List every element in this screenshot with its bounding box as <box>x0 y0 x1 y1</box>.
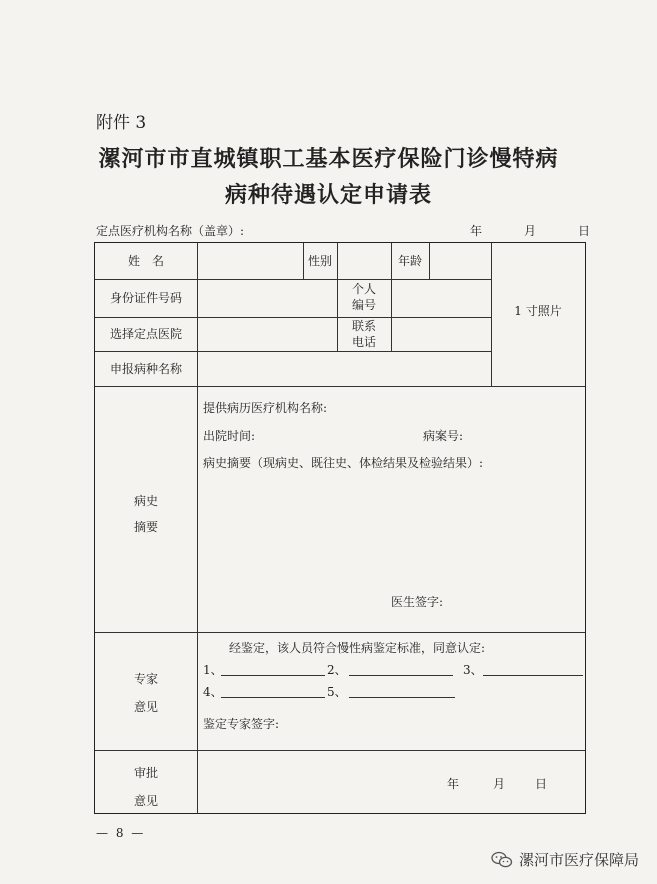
date-day: 日 <box>578 224 591 238</box>
row-divider <box>95 317 491 318</box>
expert-item-3-label: 3、 <box>463 663 483 677</box>
expert-item-4-line <box>221 697 325 698</box>
expert-item-4-label: 4、 <box>203 685 223 699</box>
summary-label: 病史摘要（现病史、既往史、体检结果及检验结果）: <box>203 456 484 470</box>
expert-item-5-line <box>349 697 455 698</box>
row-divider <box>95 750 585 751</box>
case-no-label: 病案号: <box>423 429 464 443</box>
date-year: 年 <box>470 224 483 238</box>
wechat-icon <box>491 851 513 869</box>
watermark-text: 漯河市医疗保障局 <box>518 851 639 869</box>
approval-label-2: 意见 <box>133 794 158 808</box>
photo-placeholder: 1 寸照片 <box>514 304 562 318</box>
row-divider <box>95 351 491 352</box>
institution-row <box>96 222 591 239</box>
date-month: 月 <box>524 224 537 238</box>
expert-item-2-line <box>349 675 453 676</box>
id-number-label: 身份证件号码 <box>109 291 182 305</box>
personal-no-label-1: 个人 <box>351 282 376 296</box>
hospital-label: 选择定点医院 <box>109 327 182 341</box>
name-label: 姓 名 <box>127 254 164 268</box>
row-divider <box>95 279 491 280</box>
phone-label-1: 联系 <box>351 319 376 333</box>
disease-label: 申报病种名称 <box>109 362 182 376</box>
row-divider <box>95 632 585 633</box>
expert-item-1-label: 1、 <box>203 663 223 677</box>
form-title-line-1: 漯河市市直城镇职工基本医疗保险门诊慢特病 <box>98 146 559 172</box>
gender-label: 性别 <box>307 254 332 268</box>
expert-sign-label: 鉴定专家签字: <box>203 717 280 731</box>
expert-item-2-label: 2、 <box>327 663 347 677</box>
phone-label-2: 电话 <box>351 335 376 349</box>
expert-label-2: 意见 <box>133 700 158 714</box>
history-label-1: 病史 <box>133 494 158 508</box>
expert-item-5-label: 5、 <box>327 685 347 699</box>
application-form <box>94 242 586 814</box>
approval-month: 月 <box>493 777 506 791</box>
expert-statement: 经鉴定，该人员符合慢性病鉴定标准，同意认定: <box>229 641 486 655</box>
row-divider <box>95 386 585 387</box>
col-divider <box>429 243 430 279</box>
form-title-line-2: 病种待遇认定申请表 <box>224 182 432 208</box>
approval-year: 年 <box>447 777 460 791</box>
attachment-label: 附件 3 <box>96 113 147 133</box>
approval-label-1: 审批 <box>133 766 158 780</box>
discharge-label: 出院时间: <box>203 429 256 443</box>
col-divider <box>197 243 198 813</box>
doctor-sign-label: 医生签字: <box>391 595 444 609</box>
expert-item-1-line <box>221 675 325 676</box>
age-label: 年龄 <box>397 254 422 268</box>
watermark <box>491 849 639 870</box>
personal-no-label-2: 编号 <box>351 298 376 312</box>
expert-item-3-line <box>483 675 583 676</box>
history-label-2: 摘要 <box>133 520 158 534</box>
institution-label: 定点医疗机构名称（盖章）: <box>96 224 245 238</box>
page-number: — 8 — <box>96 826 146 840</box>
provider-label: 提供病历医疗机构名称: <box>203 401 328 415</box>
expert-label-1: 专家 <box>133 672 158 686</box>
approval-day: 日 <box>535 777 548 791</box>
